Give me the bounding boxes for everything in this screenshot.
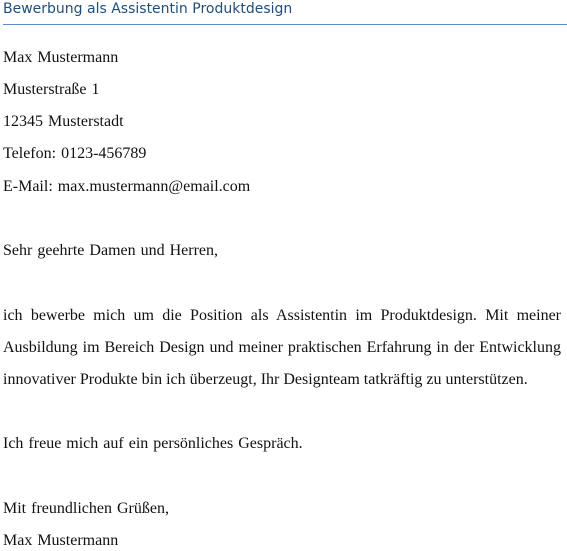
sender-city: 12345 Musterstadt — [3, 113, 124, 130]
salutation: Sehr geehrte Damen und Herren, — [3, 242, 219, 259]
sender-phone: Telefon: 0123-456789 — [3, 145, 147, 162]
closing-greeting: Mit freundlichen Grüßen, — [3, 500, 169, 517]
document-title: Bewerbung als Assistentin Produktdesign — [3, 1, 293, 17]
signature-name: Max Mustermann — [3, 532, 119, 549]
sender-name: Max Mustermann — [3, 49, 119, 66]
closing-sentence: Ich freue mich auf ein persönliches Gespräch. — [3, 435, 303, 452]
document-header — [3, 0, 567, 25]
sender-street: Musterstraße 1 — [3, 81, 100, 98]
sender-email: E-Mail: max.mustermann@email.com — [3, 178, 251, 195]
body-line-2: Ausbildung im Bereich Design und meiner praktischen Erfahrung in der Entwicklung — [3, 339, 561, 356]
body-line-3: innovativer Produkte bin ich überzeugt, Ihr Designteam tatkräftig zu unterstützen. — [3, 371, 528, 388]
body-line-1: ich bewerbe mich um die Position als Assistentin im Produktdesign. Mit meiner — [3, 307, 561, 324]
